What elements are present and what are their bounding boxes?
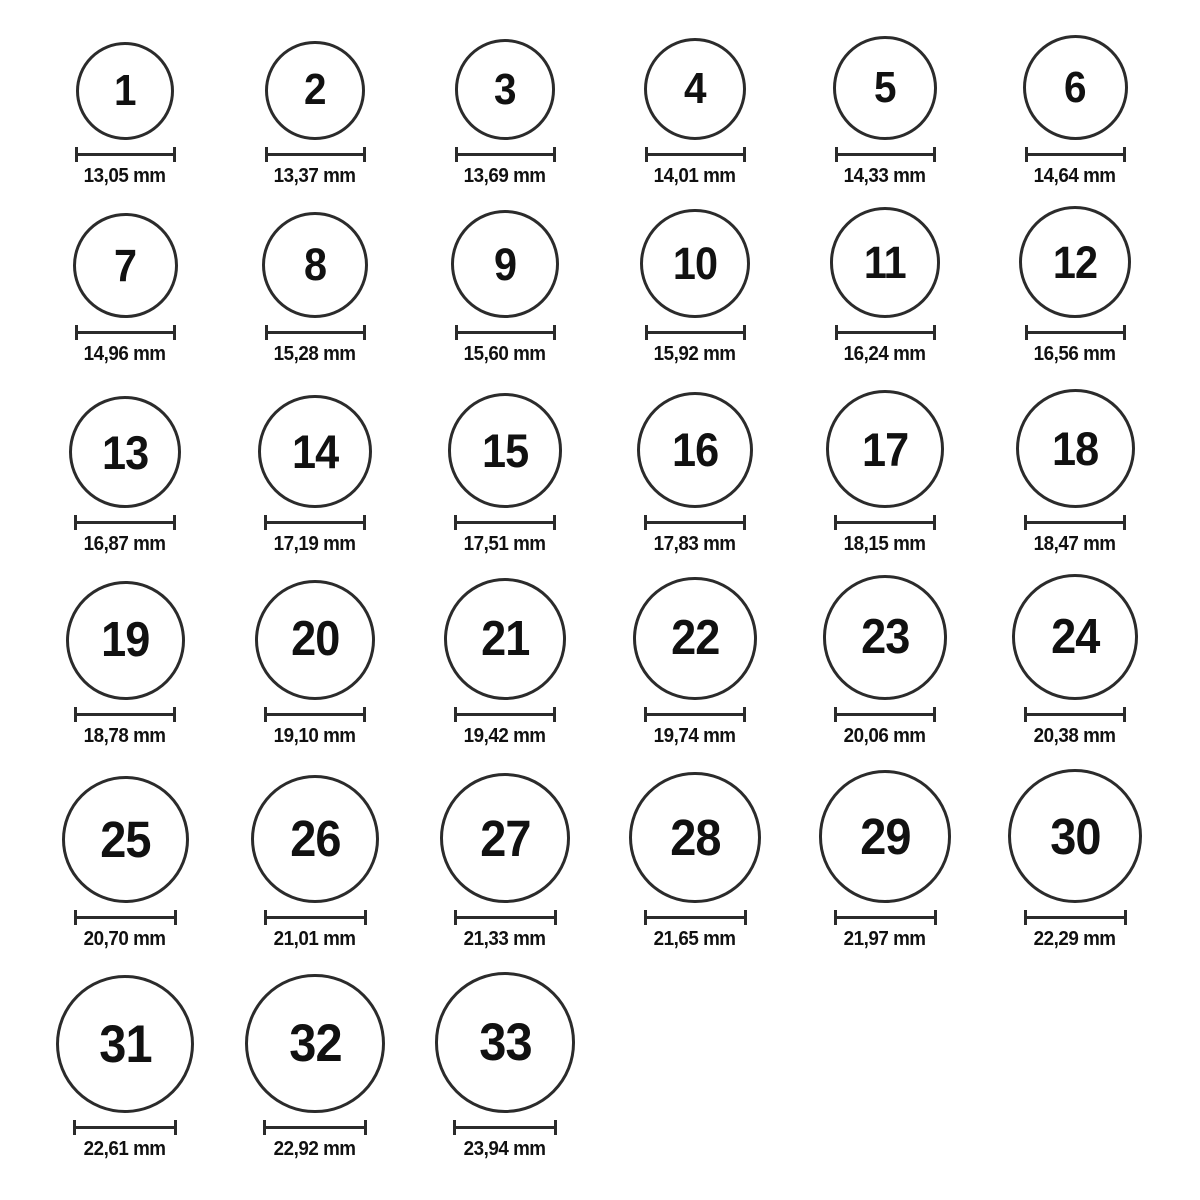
ring-size-number: 29 [859,808,911,866]
diameter-measure-line [645,153,746,156]
ring-size-item [220,556,410,748]
ring-size-number: 23 [860,610,910,665]
ring-size-item [790,0,980,188]
ring-size-item [220,951,410,1161]
diameter-label: 21,65 mm [654,928,736,950]
ring-circle [823,575,948,700]
diameter-measure-line [1025,153,1126,156]
ring-circle [819,770,952,903]
diameter-label: 21,97 mm [844,928,926,950]
diameter-label: 22,92 mm [274,1138,356,1160]
ring-size-item [410,188,600,366]
diameter-label: 13,69 mm [464,165,546,187]
diameter-measure-line [644,916,747,919]
diameter-label: 15,92 mm [654,343,736,365]
diameter-label: 18,15 mm [844,533,926,555]
diameter-measure-line [454,713,556,716]
diameter-label: 22,61 mm [84,1138,166,1160]
ring-size-item [790,366,980,556]
ring-size-item [600,366,790,556]
ring-size-item [790,556,980,748]
ring-size-item [790,951,980,1161]
diameter-label: 19,74 mm [654,725,736,747]
ring-size-number: 33 [478,1013,532,1073]
ring-size-number: 16 [671,423,719,477]
ring-size-item [220,188,410,366]
ring-circle [265,41,364,140]
ring-circle [455,39,556,140]
diameter-label: 16,56 mm [1034,343,1116,365]
ring-size-number: 8 [303,239,327,291]
ring-circle [245,974,384,1113]
ring-circle [262,212,368,318]
ring-size-item [30,188,220,366]
ring-size-item [220,366,410,556]
diameter-label: 22,29 mm [1034,928,1116,950]
ring-size-number: 14 [291,424,339,478]
diameter-measure-line [834,521,936,524]
chart-row [30,188,1170,366]
ring-size-number: 27 [479,809,531,867]
chart-row [30,366,1170,556]
ring-size-item [220,748,410,951]
ring-size-number: 22 [670,610,720,665]
ring-size-item [790,748,980,951]
diameter-label: 14,33 mm [844,165,926,187]
ring-circle [1019,206,1131,318]
ring-size-number: 21 [480,611,530,666]
ring-size-number: 19 [100,613,150,667]
ring-size-number: 17 [861,422,909,476]
ring-circle [640,209,749,318]
diameter-measure-line [835,331,936,334]
ring-size-item [980,748,1170,951]
diameter-label: 13,37 mm [274,165,356,187]
ring-size-item [30,556,220,748]
ring-size-item [980,951,1170,1161]
ring-size-number: 1 [114,66,136,115]
ring-size-item [600,188,790,366]
ring-size-item [790,188,980,366]
diameter-label: 20,70 mm [84,928,166,950]
ring-circle [644,38,746,140]
ring-circle [833,36,937,140]
ring-circle [62,776,189,903]
diameter-measure-line [645,331,746,334]
ring-size-number: 30 [1049,807,1101,865]
diameter-label: 14,96 mm [84,343,166,365]
ring-size-number: 6 [1064,62,1086,112]
ring-circle [66,581,185,700]
diameter-measure-line [265,331,366,334]
ring-circle [1008,769,1142,903]
ring-size-item [30,748,220,951]
ring-circle [440,773,570,903]
ring-size-item [600,951,790,1161]
ring-circle [1012,574,1138,700]
diameter-measure-line [835,153,936,156]
ring-circle [69,396,181,508]
diameter-label: 23,94 mm [464,1138,546,1160]
diameter-label: 20,06 mm [844,725,926,747]
ring-circle [255,580,375,700]
diameter-measure-line [264,916,367,919]
diameter-measure-line [73,1126,177,1129]
ring-size-item [410,0,600,188]
diameter-measure-line [1025,331,1126,334]
diameter-label: 14,64 mm [1034,165,1116,187]
ring-circle [435,972,576,1113]
ring-size-item [220,0,410,188]
ring-size-item [980,556,1170,748]
ring-size-number: 12 [1052,236,1098,288]
ring-size-item [600,748,790,951]
diameter-label: 19,10 mm [274,725,356,747]
ring-size-number: 9 [493,238,517,290]
chart-row [30,0,1170,188]
ring-size-number: 25 [99,811,151,868]
ring-circle [73,213,178,318]
ring-circle [830,207,941,318]
ring-circle [451,210,559,318]
ring-size-item [30,366,220,556]
diameter-measure-line [74,713,176,716]
ring-size-number: 10 [672,237,718,289]
ring-size-number: 32 [288,1013,342,1073]
ring-circle [448,393,563,508]
diameter-label: 17,19 mm [274,533,356,555]
diameter-measure-line [834,916,937,919]
ring-size-number: 3 [494,64,516,114]
ring-size-item [410,366,600,556]
ring-size-item [600,0,790,188]
ring-size-item [410,556,600,748]
ring-size-item [410,748,600,951]
chart-row [30,951,1170,1161]
diameter-label: 17,51 mm [464,533,546,555]
diameter-label: 13,05 mm [84,165,166,187]
diameter-label: 21,33 mm [464,928,546,950]
ring-size-number: 28 [669,808,721,866]
ring-circle [637,392,753,508]
diameter-label: 21,01 mm [274,928,356,950]
diameter-measure-line [265,153,366,156]
diameter-label: 19,42 mm [464,725,546,747]
ring-size-number: 13 [101,425,149,479]
diameter-label: 17,83 mm [654,533,736,555]
diameter-label: 18,78 mm [84,725,166,747]
diameter-measure-line [644,521,746,524]
diameter-measure-line [454,521,556,524]
diameter-measure-line [1024,521,1126,524]
ring-size-item [30,0,220,188]
ring-circle [56,975,194,1113]
ring-size-number: 26 [289,810,341,868]
ring-size-item [980,366,1170,556]
diameter-measure-line [75,153,176,156]
diameter-label: 16,87 mm [84,533,166,555]
ring-size-item [980,188,1170,366]
ring-size-number: 4 [684,63,706,113]
ring-size-number: 7 [113,240,137,291]
diameter-label: 15,60 mm [464,343,546,365]
ring-size-item [600,556,790,748]
diameter-label: 18,47 mm [1034,533,1116,555]
ring-size-number: 20 [290,612,340,667]
diameter-measure-line [74,521,176,524]
diameter-measure-line [455,331,556,334]
ring-size-number: 31 [98,1014,152,1074]
diameter-measure-line [644,713,746,716]
ring-size-number: 5 [874,63,896,113]
chart-row [30,748,1170,951]
diameter-label: 16,24 mm [844,343,926,365]
ring-circle [258,395,371,508]
ring-circle [444,578,566,700]
diameter-measure-line [264,521,366,524]
ring-circle [629,772,760,903]
ring-size-number: 11 [864,237,906,289]
diameter-measure-line [1024,916,1127,919]
ring-size-number: 24 [1050,609,1100,664]
ring-circle [1023,35,1128,140]
diameter-measure-line [263,1126,367,1129]
ring-size-number: 15 [481,424,529,478]
diameter-measure-line [454,916,557,919]
diameter-label: 20,38 mm [1034,725,1116,747]
ring-circle [633,577,756,700]
diameter-measure-line [264,713,366,716]
diameter-measure-line [75,331,176,334]
chart-row [30,556,1170,748]
diameter-measure-line [453,1126,557,1129]
diameter-measure-line [74,916,177,919]
ring-circle [251,775,379,903]
ring-size-item [30,951,220,1161]
ring-size-number: 2 [304,65,326,115]
ring-size-item [980,0,1170,188]
diameter-measure-line [455,153,556,156]
ring-circle [1016,389,1135,508]
diameter-measure-line [1024,713,1126,716]
ring-size-item [410,951,600,1161]
diameter-label: 14,01 mm [654,165,736,187]
ring-circle [76,42,174,140]
ring-size-number: 18 [1051,422,1099,475]
diameter-label: 15,28 mm [274,343,356,365]
diameter-measure-line [834,713,936,716]
ring-circle [826,390,944,508]
